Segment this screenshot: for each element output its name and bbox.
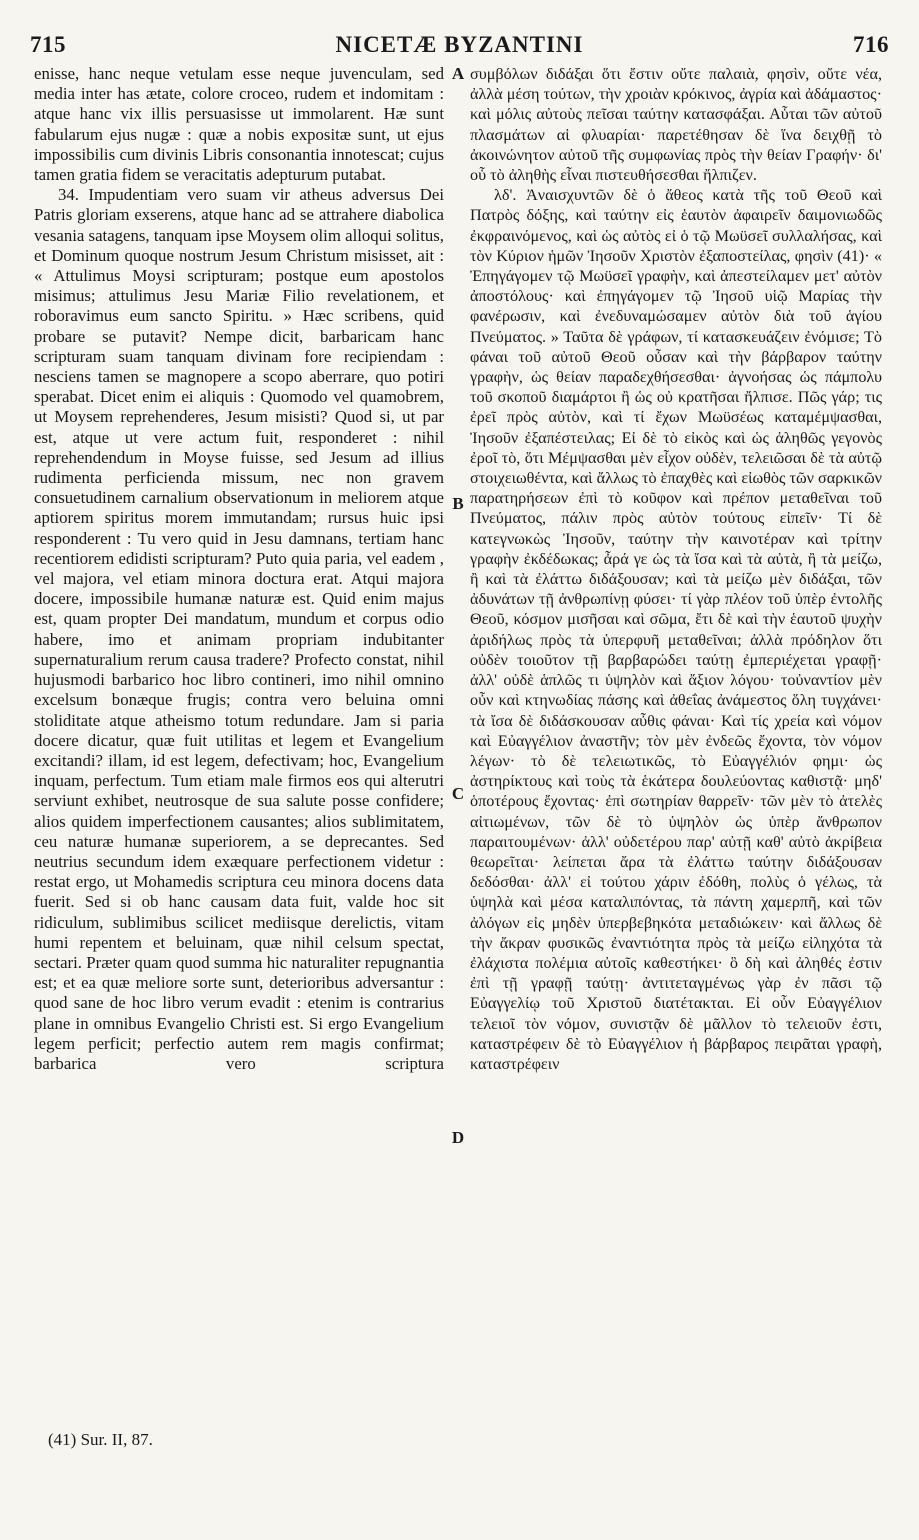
page-header <box>30 32 889 62</box>
section-marker-b: B <box>452 494 464 513</box>
running-title: NICETÆ BYZANTINI <box>335 32 584 57</box>
latin-column <box>34 64 444 1434</box>
greek-paragraph-2: λδ'. Ἀναισχυντῶν δὲ ὁ ἄθεος κατὰ τῆς τοῦ Θεοῦ καὶ Πατρὸς δόξης, καὶ ταύτην εἰς ἑαυτὸν ἀφαιρεῖν δαιμονιωδῶς ἐκφραινόμενος, καὶ ὡς αὐτὸς εἰ ὁ τῷ Μωϋσεῖ συλλαλήσας, καὶ τὸν Κύριον ἡμῶν Ἰησοῦν Χριστὸν ἐξαποστείλας, φησὶν (41)· « Ἐπηγάγομεν τῷ Μωϋσεῖ γραφὴν, καὶ ἀπεστείλαμεν μετ' αὐτὸν ἀποστόλους· καὶ ἐπηγάγομεν τῷ Ἰησοῦ υἱῷ Μαρίας τὴν φανέρωσιν, καὶ ἐνεδυναμώσαμεν αὐτὸν διὰ τοῦ ἁγίου Πνεύματος. » Ταῦτα δὲ γράφων, τί κατασκευάζειν ἐνόμισε; Τὸ φάναι τοῦ αὐτοῦ Θεοῦ οὖσαν καὶ τὴν βάρβαρον ταύτην γραφὴν, ὡς θείαν παραδεχθήσεσθαι· ἀγνοήσας ὡς πάμπολυ τοῦ σκοποῦ διαμάρτοι ἢ ὡς οὐ κρατῆσαι ἤλπισε. Πῶς γάρ; τις ἐρεῖ πρὸς αὐτὸν, καὶ τί ἔχων Μωϋσέως καταμέμψασθαι, Ἰησοῦν ἐξαπέστειλας; Εἰ δὲ τὸ εἰκὸς καὶ ὡς ἀληθῶς γεγονὸς ἐροῖ τὸ, ὅτι Μέμψασθαι μὲν εἶχον οὐδὲν, τελειῶσαι δὲ τὰ αὐτῷ στοιχειωθέντα, καὶ ἄλλως τὸ ἐπαχθὲς καὶ εἰωθὸς τῶν σαρκικῶν παρατηρήσεων ἐπὶ τὸ κοῦφον καὶ πρέπον μεταθεῖναι τοῦ Πνεύματος, πάλιν πρὸς αὐτὸν τούτους εἰπεῖν· Τί δὲ κατεγνωκὼς Ἰησοῦν, ταύτην τὴν καινοτέραν καὶ τρίτην γραφὴν ἐκδέδωκας; ἆρά γε ὡς τὰ ἴσα καὶ τὰ αὐτὰ, ἢ τὰ μείζω, ἢ καὶ τὰ ἐλάττω διδάξουσαν; καὶ τὰ μείζω μὲν διδάξαι, τῶν ἀδυνάτων τῇ ἀνθρωπίνῃ φύσει· τί γὰρ πλέον τοῦ ὑπὲρ ἐντολῆς Θεοῦ, κόσμον μισῆσαι καὶ σῶμα, ἔτι δὲ καὶ τὴν ἑαυτοῦ ψυχὴν ἀριδήλως πρὸς τὰ ὑπερφυῆ μεταθεῖναι; ἀλλὰ πρόδηλον ὅτι οὐδὲν τοιοῦτον τῇ βαρβαρώδει ταύτῃ ἐμπεριέχεται γραφῇ· ἀλλ' οὐδὲ ἁπλῶς τι ὑψηλὸν καὶ ἄξιον λόγου· τοὐναντίον μὲν οὖν καὶ κτηνωδίας πάσης καὶ ἀθεΐας ἀνάμεστος ὅλη τυγχάνει· τὰ ἴσα δὲ διδάσκουσαν αὖθις φάναι· Καὶ τίς χρεία καὶ νόμον καὶ Εὐαγγέλιον ἀναστῆν; τὸν μὲν ἐνδεῶς ἔχοντα, τὸν νόμον λέγων· τὸ δὲ τελειωτικῶς, τὸ Εὐαγγέλιόν φημι· ὡς ἀστηρίκτους καὶ τοὺς τὰ ἑκάτερα δουλεύοντας καθιστᾷ· μηδ' ὁποτέρους ἔχοντας· ἐπὶ σωτηρίαν θαρρεῖν· τῶν μὲν τὸ ἀτελὲς αἰτιωμένων, τῶν δὲ τὸ ὑψηλὸν ὡς ὑπὲρ ἄνθρωπον παραιτουμένων· ἀλλ' οὐδετέρου παρ' αὐτῇ καθ' αὐτὸ ἀκρίβεια θεωρεῖται· λείπεται ἄρα τὰ ἐλάττω ταύτην διδάξουσαν δεδόσθαι· ἀλλ' εἰ τούτου χάριν ἐδόθη, πολὺς ὁ γέλως, τὰ ὑψηλὰ καὶ μέσα καταλιπόντας, τὰ πάντη χαμερπῆ, καὶ τῶν ἀλόγων εἰς μηδὲν ὑπερβεβηκότα μεταδιώκειν· καὶ ἄλλως δὲ τὴν ἄκραν φυσικῶς ἐναντιότητα πρὸς τὰ μείζω εἰληχότα τὰ ἐλάχιστα πολέμια αὐτοῖς καθεστήκει· ὃ δὴ καὶ ἀληθές ἐστιν ἐπὶ τῇ γραφῇ ταύτῃ· ἀντιτεταγμένως γὰρ ἐν πᾶσι τῷ Εὐαγγελίῳ τοῦ Χριστοῦ διατέτακται. Εἰ οὖν Εὐαγγέλιον τελειοῖ τὸν νόμον, συνιστᾷν δὲ μᾶλλον τὸ τελειοῦν ἐστι, καταστρέφειν δὲ τὸ Εὐαγγέλιον ἡ βάρβαρος πειρᾶται γραφὴ, καταστρέφειν <box>470 186 882 1073</box>
section-marker-c: C <box>451 784 465 803</box>
section-marker-d: D <box>451 1128 465 1147</box>
latin-paragraph-1: enisse, hanc neque vetulam esse neque juvenculam, sed media inter has ætate, colore croceo, rudem et indomitam : atque hanc vix illis persuasisse ut immolarent. Hæ sunt fabularum ejus nugæ : quæ a nobis expositæ sunt, ut ejus impossibilis cum divinis Libris consonantia innotescat; cujus tamen gratia fidem se veracitatis adepturum putabat. <box>34 64 444 185</box>
greek-paragraph-1: συμβόλων διδάξαι ὅτι ἔστιν οὔτε παλαιὰ, φησὶν, οὔτε νέα, ἀλλὰ μέση τούτων, τὴν χροιὰν κρόκινος, ἀγρία καὶ ἀδάμαστος· καὶ μόλις αὐτοὺς πεῖσαι ταύτην κατασφάξαι. Αὗται τῶν αὐτοῦ πλασμάτων αἱ φλυαρίαι· παρετέθησαν δὲ ἵνα δειχθῇ τὸ ἀκοινώνητον αὐτοῦ τῆς συμφωνίας πρὸς τὴν θείαν Γραφήν· δι' οὗ τὸ ἀληθὴς εἶναι πιστευθήσεσθαι ἤλπιζεν. <box>470 65 882 185</box>
latin-paragraph-2: 34. Impudentiam vero suam vir atheus adversus Dei Patris gloriam exserens, atque hanc ad se attrahere diabolica vesania satagens, tanquam ipse Moysem olim alloqui solitus, et Dominum quoque nostrum Jesum Christum misisset, ait : « Attulimus Moysi scripturam; postque eum apostolos misimus; attulimus Jesu Mariæ Filio revelationem, et roboravimus eum sancto Spiritu. » Hæc scribens, quid probare se putavit? Nempe dicit, barbaricam hanc scripturam suam tanquam divinam fore recipiendam : nesciens tamen se magnopere a scopo aberrare, quo potiri sperabat. Dicet enim ei aliquis : Quomodo vel quamobrem, ut Moysem reprehenderes, Jesum misisti? Quod si, ut par est, atque ut vere actum fuit, responderet : nihil reprehendendum in Moyse fuisse, sed Jesum ad illius rudimenta perficienda missum, nec non gravem consuetudinem carnalium observationum in meliorem atque aptiorem spiritus morem immutandam; rursus huic ipsi responderent : Tu vero quid in Jesu damnans, tertiam hanc recentiorem edidisti scripturam? Puto quia paria, vel eadem , vel majora, vel etiam minora doctura erat. Atqui majora docere, impossibile humanæ naturæ est. Quid enim majus est, quam propter Dei mandatum, mundum et corpus odio habere, imo et animam propriam indubitanter supernaturalium rerum causa tradere? Profecto constat, nihil hujusmodi barbarico hoc libro contineri, imo nihil omnino excelsum bonæque frugis; contra vero beluina omni stoliditate atque atheismo totum redundare. Jam si paria docere dicatur, quæ fuit utilitas et legem et Evangelium excitandi? illam, id est legem, defectivam; hoc, Evangelium inquam, perfectum. Tum etiam male firmos eos qui alterutri serviunt exhibet, neutrosque de sua salute posse confidere; alios quidem imperfectionem causantes; alios sublimitatem, ceu naturæ humanæ superiorem, a se deprecantes. Sed neutrius secundum idem exæquare perfectionem videtur : restat ergo, ut Mohamedis scriptura ceu minora docens data fuerit. Sed si ob hanc causam data fuit, valde hoc sit ridiculum, sublimibus scilicet mediisque derelictis, vitam humi repentem et beluinam, quæ nihil celsum spectat, sectari. Præter quam quod summa hic naturaliter repugnantia est; et ea quæ meliore sorte sunt, deterioribus adversantur : quod sane de hoc libro verum evadit : etenim is contrarius plane in omnibus Evangelio Christi est. Si ergo Evangelium legem perficit; perfectio autem rem magis confirmat; barbarica vero scriptura <box>34 185 444 1073</box>
footnote: (41) Sur. II, 87. <box>48 1430 153 1449</box>
page-number-right: 716 <box>853 32 889 57</box>
section-marker-a: A <box>451 64 465 83</box>
greek-column <box>470 64 882 1434</box>
page-number-left: 715 <box>30 32 66 57</box>
